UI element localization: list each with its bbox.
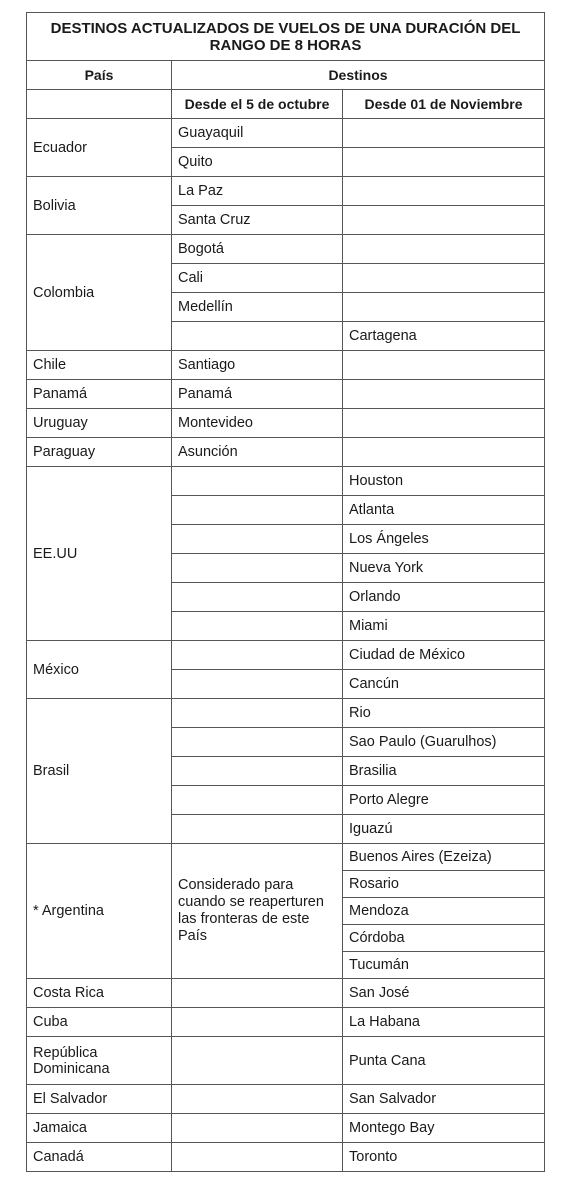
oct-cell: [172, 1037, 343, 1085]
oct-cell: [172, 786, 343, 815]
country-cell: Ecuador: [27, 119, 172, 177]
nov-cell: [343, 177, 545, 206]
country-cell: Panamá: [27, 380, 172, 409]
oct-cell: [172, 979, 343, 1008]
destinations-table: [26, 12, 545, 1172]
table-row: [27, 1114, 545, 1143]
header-empty: [27, 90, 172, 119]
nov-cell: Porto Alegre: [343, 786, 545, 815]
oct-cell: [172, 815, 343, 844]
oct-cell: [172, 670, 343, 699]
nov-cell: Orlando: [343, 583, 545, 612]
oct-cell: [172, 525, 343, 554]
table-row: [27, 1143, 545, 1172]
country-cell: EE.UU: [27, 467, 172, 641]
nov-cell: [343, 380, 545, 409]
header-destinos: Destinos: [172, 61, 545, 90]
table-row: [27, 351, 545, 380]
country-cell: Canadá: [27, 1143, 172, 1172]
oct-cell: [172, 322, 343, 351]
oct-cell: Panamá: [172, 380, 343, 409]
oct-cell: Cali: [172, 264, 343, 293]
nov-cell: Cartagena: [343, 322, 545, 351]
nov-cell: [343, 119, 545, 148]
nov-cell: Rio: [343, 699, 545, 728]
table-row: [27, 119, 545, 148]
country-cell: Colombia: [27, 235, 172, 351]
table-row: [27, 1085, 545, 1114]
oct-cell: [172, 583, 343, 612]
oct-cell: La Paz: [172, 177, 343, 206]
nov-cell: Los Ángeles: [343, 525, 545, 554]
country-cell: Bolivia: [27, 177, 172, 235]
nov-cell: Houston: [343, 467, 545, 496]
oct-cell: [172, 641, 343, 670]
table-row: [27, 467, 545, 496]
nov-cell: Brasilia: [343, 757, 545, 786]
nov-cell: Tucumán: [343, 952, 545, 979]
oct-cell: [172, 467, 343, 496]
nov-cell: [343, 293, 545, 322]
table-title: DESTINOS ACTUALIZADOS DE VUELOS DE UNA DURACIÓN DEL RANGO DE 8 HORAS: [27, 13, 545, 61]
nov-cell: Córdoba: [343, 925, 545, 952]
table-row: [27, 409, 545, 438]
table-row: [27, 235, 545, 264]
country-cell: El Salvador: [27, 1085, 172, 1114]
nov-cell: Punta Cana: [343, 1037, 545, 1085]
table-row: [27, 1037, 545, 1085]
table-row: [27, 699, 545, 728]
table-row: [27, 844, 545, 871]
oct-cell: Montevideo: [172, 409, 343, 438]
oct-cell: Santa Cruz: [172, 206, 343, 235]
oct-cell: [172, 1114, 343, 1143]
oct-cell: Medellín: [172, 293, 343, 322]
oct-cell: [172, 699, 343, 728]
nov-cell: [343, 409, 545, 438]
country-cell: Costa Rica: [27, 979, 172, 1008]
oct-cell: Bogotá: [172, 235, 343, 264]
header-pais: País: [27, 61, 172, 90]
oct-cell: [172, 1085, 343, 1114]
table-row: [27, 177, 545, 206]
country-cell: Cuba: [27, 1008, 172, 1037]
nov-cell: [343, 206, 545, 235]
oct-cell: Santiago: [172, 351, 343, 380]
nov-cell: Nueva York: [343, 554, 545, 583]
country-cell: República Dominicana: [27, 1037, 172, 1085]
nov-cell: [343, 264, 545, 293]
oct-cell: [172, 757, 343, 786]
table-row: [27, 380, 545, 409]
country-cell: Paraguay: [27, 438, 172, 467]
header-col-nov: Desde 01 de Noviembre: [343, 90, 545, 119]
oct-cell: [172, 1008, 343, 1037]
nov-cell: Iguazú: [343, 815, 545, 844]
table-row: [27, 641, 545, 670]
oct-cell: Asunción: [172, 438, 343, 467]
nov-cell: Mendoza: [343, 898, 545, 925]
oct-cell: [172, 496, 343, 525]
nov-cell: Rosario: [343, 871, 545, 898]
nov-cell: Buenos Aires (Ezeiza): [343, 844, 545, 871]
country-cell: Jamaica: [27, 1114, 172, 1143]
nov-cell: Montego Bay: [343, 1114, 545, 1143]
oct-cell: Guayaquil: [172, 119, 343, 148]
nov-cell: [343, 351, 545, 380]
country-cell: México: [27, 641, 172, 699]
header-col-oct: Desde el 5 de octubre: [172, 90, 343, 119]
table-row: [27, 979, 545, 1008]
nov-cell: La Habana: [343, 1008, 545, 1037]
argentina-note: Considerado para cuando se reaperturen las fronteras de este País: [172, 844, 343, 979]
nov-cell: San Salvador: [343, 1085, 545, 1114]
nov-cell: San José: [343, 979, 545, 1008]
country-cell: Uruguay: [27, 409, 172, 438]
oct-cell: [172, 1143, 343, 1172]
oct-cell: [172, 612, 343, 641]
table-row: [27, 1008, 545, 1037]
country-cell: Brasil: [27, 699, 172, 844]
oct-cell: [172, 554, 343, 583]
nov-cell: Miami: [343, 612, 545, 641]
country-cell: Chile: [27, 351, 172, 380]
nov-cell: Atlanta: [343, 496, 545, 525]
nov-cell: Cancún: [343, 670, 545, 699]
nov-cell: Toronto: [343, 1143, 545, 1172]
nov-cell: [343, 438, 545, 467]
nov-cell: Sao Paulo (Guarulhos): [343, 728, 545, 757]
nov-cell: [343, 148, 545, 177]
table-row: [27, 438, 545, 467]
nov-cell: Ciudad de México: [343, 641, 545, 670]
country-cell: * Argentina: [27, 844, 172, 979]
nov-cell: [343, 235, 545, 264]
oct-cell: [172, 728, 343, 757]
oct-cell: Quito: [172, 148, 343, 177]
